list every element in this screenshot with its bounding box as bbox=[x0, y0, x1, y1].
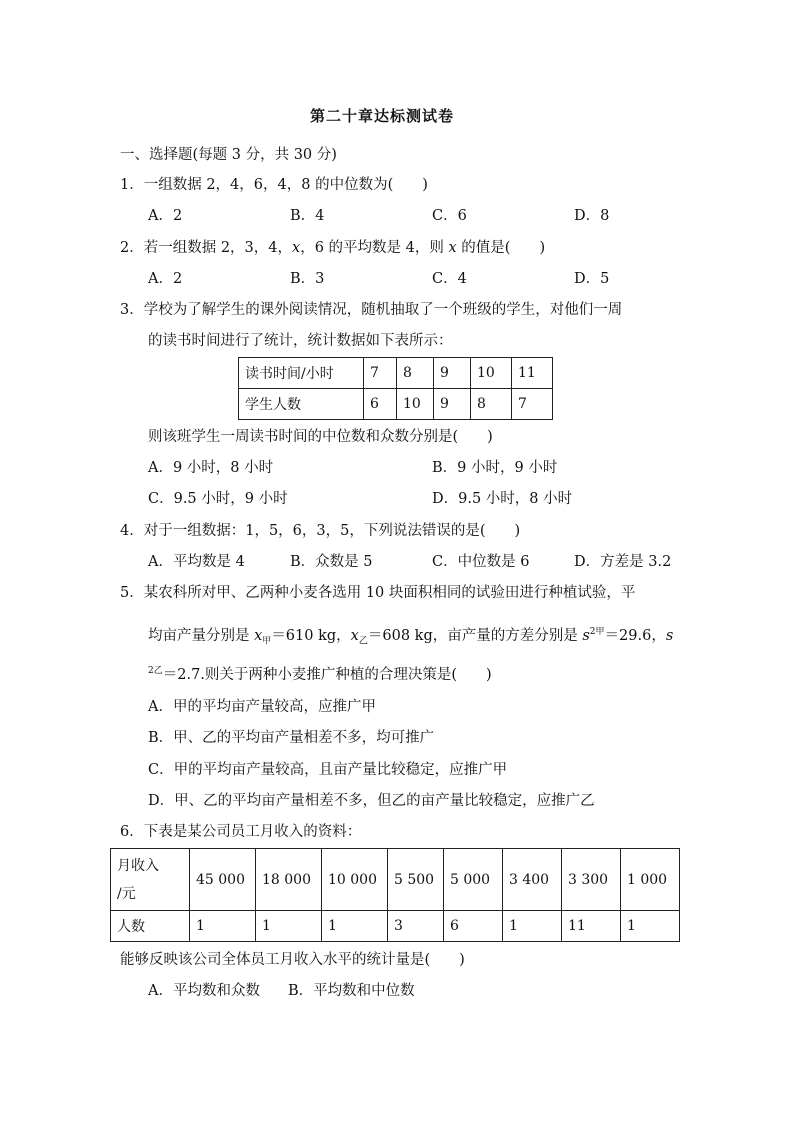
q2-option-a: A．2 bbox=[148, 271, 183, 287]
question-3-line-1: 3．学校为了解学生的课外阅读情况，随机抽取了一个班级的学生，对他们一周 bbox=[120, 302, 623, 318]
table-cell: 1 bbox=[503, 911, 562, 942]
income-table bbox=[110, 848, 680, 942]
table-cell: 11 bbox=[562, 911, 621, 942]
table-cell: 3 bbox=[388, 911, 444, 942]
table-cell: 7 bbox=[364, 358, 397, 389]
q2-stem-part: 的值是( ) bbox=[456, 240, 546, 256]
reading-time-table bbox=[238, 357, 553, 420]
q5-var-x: x bbox=[254, 627, 263, 644]
table-cell: 1 bbox=[621, 911, 680, 942]
income-header-line-1: 月收入 bbox=[117, 857, 159, 874]
table-cell: 10 bbox=[397, 389, 434, 420]
question-5-line-3 bbox=[148, 661, 492, 685]
table-cell: 8 bbox=[397, 358, 434, 389]
q1-option-b: B．4 bbox=[290, 208, 325, 224]
table-cell: 10 000 bbox=[322, 849, 388, 911]
q4-option-d: D．方差是 3.2 bbox=[574, 554, 672, 570]
table-cell: 学生人数 bbox=[239, 389, 364, 420]
q2-option-c: C．4 bbox=[432, 271, 467, 287]
question-5-line-2 bbox=[148, 622, 673, 652]
q2-option-d: D．5 bbox=[574, 271, 610, 287]
q4-option-b: B．众数是 5 bbox=[290, 554, 373, 570]
page-title: 第二十章达标测试卷 bbox=[310, 107, 455, 125]
q5-sub-jia: 甲 bbox=[262, 636, 272, 647]
section-heading: 一、选择题(每题 3 分，共 30 分) bbox=[120, 147, 337, 163]
q3-option-b: B．9 小时，9 小时 bbox=[432, 460, 558, 476]
income-header-line-2: /元 bbox=[117, 885, 136, 902]
q3-option-d: D．9.5 小时，8 小时 bbox=[432, 491, 573, 507]
q5-var-x: x bbox=[350, 627, 359, 644]
q5-var-s: s bbox=[665, 627, 674, 644]
q4-option-a: A．平均数是 4 bbox=[148, 554, 245, 570]
table-cell: 人数 bbox=[111, 911, 190, 942]
q5-text: ＝610 kg， bbox=[271, 627, 351, 644]
question-3-prompt: 则该班学生一周读书时间的中位数和众数分别是( ) bbox=[148, 429, 493, 445]
q2-option-b: B．3 bbox=[290, 271, 325, 287]
table-cell: 8 bbox=[471, 389, 512, 420]
table-cell: 6 bbox=[364, 389, 397, 420]
q5-var-s: s bbox=[582, 627, 590, 644]
table-row bbox=[111, 911, 680, 942]
table-cell: 11 bbox=[512, 358, 553, 389]
q2-variable-x: x bbox=[292, 240, 301, 256]
q6-option-a: A．平均数和众数 bbox=[148, 983, 260, 999]
question-4-stem: 4．对于一组数据：1，5，6，3，5，下列说法错误的是( ) bbox=[120, 523, 521, 539]
question-6-stem: 6．下表是某公司员工月收入的资料： bbox=[120, 824, 362, 840]
table-cell: 10 bbox=[471, 358, 512, 389]
table-row bbox=[111, 849, 680, 911]
q5-text: 均亩产量分别是 bbox=[148, 627, 255, 644]
q5-option-d: D．甲、乙的平均亩产量相差不多，但乙的亩产量比较稳定，应推广乙 bbox=[148, 793, 595, 809]
q5-text: ＝2.7.则关于两种小麦推广种植的合理决策是( ) bbox=[162, 666, 492, 683]
table-row bbox=[239, 358, 553, 389]
table-header-cell bbox=[111, 849, 190, 911]
q5-sup-jia: 2甲 bbox=[589, 627, 605, 637]
table-cell: 3 300 bbox=[562, 849, 621, 911]
q3-option-c: C．9.5 小时，9 小时 bbox=[148, 491, 288, 507]
table-cell: 18 000 bbox=[256, 849, 322, 911]
table-cell: 1 bbox=[256, 911, 322, 942]
table-cell: 1 000 bbox=[621, 849, 680, 911]
table-cell: 7 bbox=[512, 389, 553, 420]
table-cell: 6 bbox=[444, 911, 503, 942]
q6-option-b: B．平均数和中位数 bbox=[288, 983, 415, 999]
q1-option-d: D．8 bbox=[574, 208, 610, 224]
table-cell: 3 400 bbox=[503, 849, 562, 911]
q4-option-c: C．中位数是 6 bbox=[432, 554, 530, 570]
question-3-line-2: 的读书时间进行了统计，统计数据如下表所示： bbox=[148, 333, 453, 349]
q3-option-a: A．9 小时，8 小时 bbox=[148, 460, 274, 476]
q2-variable-x: x bbox=[448, 240, 457, 256]
table-cell: 9 bbox=[434, 358, 471, 389]
q5-option-b: B．甲、乙的平均亩产量相差不多，均可推广 bbox=[148, 730, 435, 746]
q2-stem-part: 2．若一组数据 2，3，4， bbox=[120, 240, 293, 256]
q5-text: ＝29.6， bbox=[604, 627, 666, 644]
q5-sup-yi: 2乙 bbox=[148, 666, 163, 676]
q1-option-a: A．2 bbox=[148, 208, 183, 224]
question-5-line-1: 5．某农科所对甲、乙两种小麦各选用 10 块面积相同的试验田进行种植试验，平 bbox=[120, 585, 636, 601]
q5-option-a: A．甲的平均亩产量较高，应推广甲 bbox=[148, 699, 376, 715]
table-row bbox=[239, 389, 553, 420]
table-cell: 9 bbox=[434, 389, 471, 420]
table-cell: 1 bbox=[190, 911, 256, 942]
q2-stem-part: ，6 的平均数是 4，则 bbox=[300, 240, 449, 256]
table-cell: 1 bbox=[322, 911, 388, 942]
q5-sub-yi: 乙 bbox=[358, 636, 368, 647]
q5-option-c: C．甲的平均亩产量较高，且亩产量比较稳定，应推广甲 bbox=[148, 762, 508, 778]
q1-option-c: C．6 bbox=[432, 208, 467, 224]
table-cell: 5 000 bbox=[444, 849, 503, 911]
table-cell: 5 500 bbox=[388, 849, 444, 911]
q5-text: ＝608 kg，亩产量的方差分别是 bbox=[367, 627, 583, 644]
table-cell: 读书时间/小时 bbox=[239, 358, 364, 389]
question-6-prompt: 能够反映该公司全体员工月收入水平的统计量是( ) bbox=[120, 952, 465, 968]
question-1-stem: 1．一组数据 2，4，6，4，8 的中位数为( ) bbox=[120, 177, 428, 193]
table-cell: 45 000 bbox=[190, 849, 256, 911]
question-2-stem bbox=[120, 238, 545, 258]
